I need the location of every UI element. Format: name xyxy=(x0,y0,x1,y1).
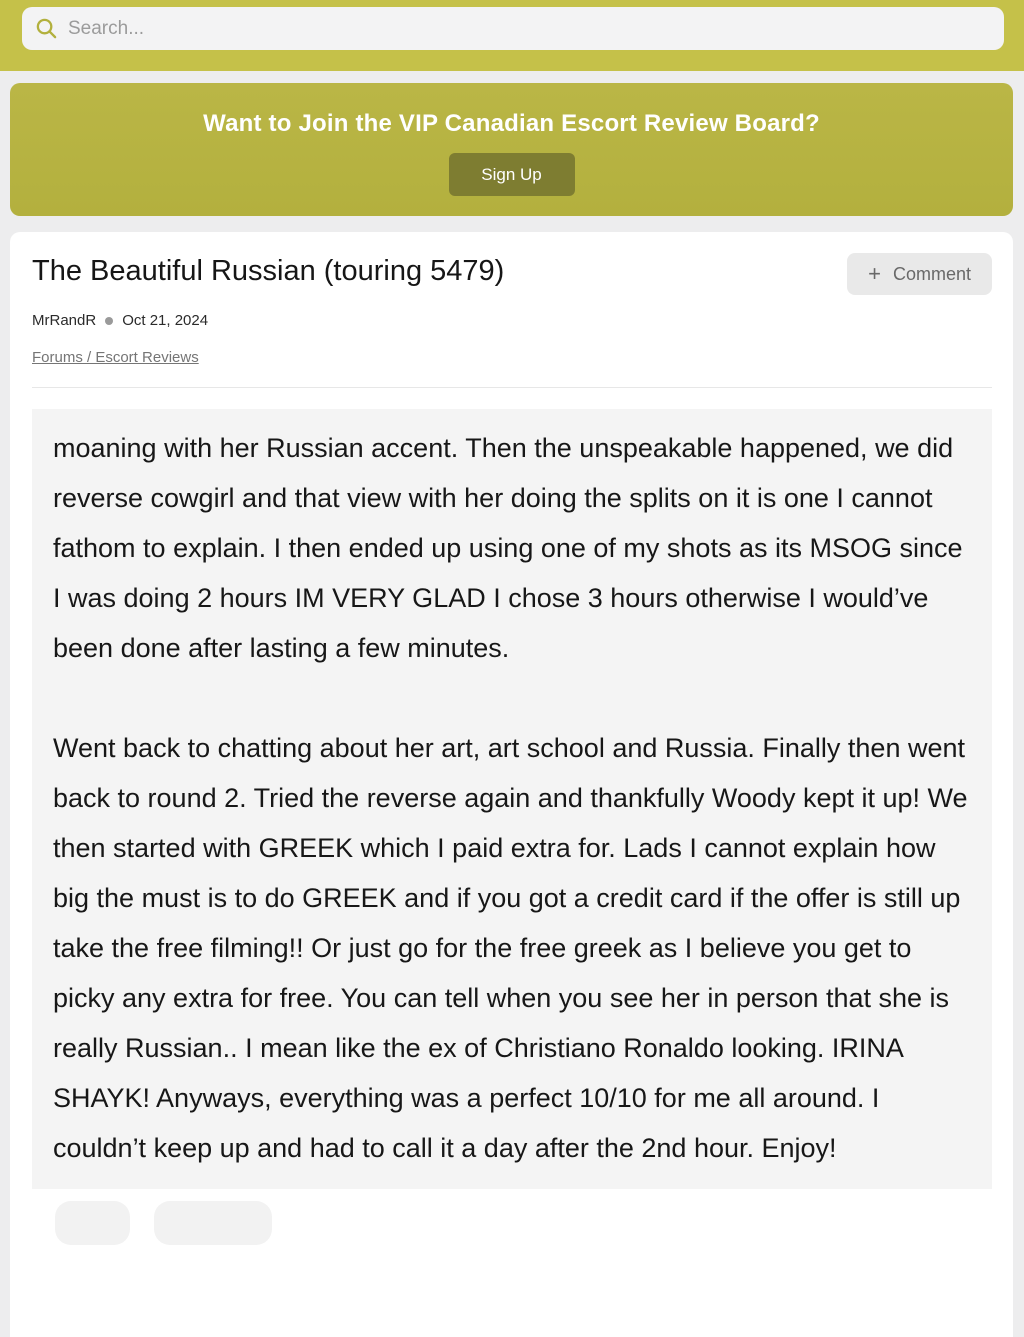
comment-button[interactable] xyxy=(847,253,992,295)
post-paragraph: moaning with her Russian accent. Then the unspeakable happened, we did reverse cowgirl and that view with her doing the splits on it is one I cannot fathom to explain. I then ended up using one of my shots as its MSOG since I was doing 2 hours IM VERY GLAD I chose 3 hours otherwise I would’ve been done after lasting a few minutes. xyxy=(53,433,963,663)
breadcrumb[interactable]: Forums / Escort Reviews xyxy=(32,349,199,366)
reaction-button-2[interactable] xyxy=(154,1201,272,1245)
plus-icon: + xyxy=(868,261,881,286)
search-input[interactable] xyxy=(22,7,1004,50)
bullet-dot-icon xyxy=(105,317,113,325)
post-date: Oct 21, 2024 xyxy=(122,312,209,329)
reaction-button-1[interactable] xyxy=(55,1201,130,1245)
banner-title: Want to Join the VIP Canadian Escort Review Board? xyxy=(203,110,820,137)
thread-header xyxy=(32,253,992,295)
divider xyxy=(32,387,992,388)
search-bar[interactable] xyxy=(22,7,1004,50)
comment-button-label: Comment xyxy=(892,263,971,284)
thread-meta xyxy=(32,312,992,329)
thread-title: The Beautiful Russian (touring 5479) xyxy=(32,255,505,287)
sign-up-button[interactable]: Sign Up xyxy=(449,153,575,196)
top-bar xyxy=(0,0,1024,71)
author-name[interactable]: MrRandR xyxy=(32,312,97,329)
thread-card xyxy=(10,232,1013,1337)
post-body xyxy=(32,409,992,1189)
post-paragraph: Went back to chatting about her art, art school and Russia. Finally then went back to round 2. Tried the reverse again and thankfully Woody kept it up! We then started with GREEK which I paid extra for. Lads I cannot explain how big the must is to do GREEK and if you got a credit card if the offer is still up take the free filming!! Or just go for the free greek as I believe you get to picky any extra for free. You can tell when you see her in person that she is really Russian.. I mean like the ex of Christiano Ronaldo looking. IRINA SHAYK! Anyways, everything was a perfect 10/10 for me all around. I couldn’t keep up and had to call it a day after the 2nd hour. Enjoy! xyxy=(53,733,968,1163)
vip-signup-banner xyxy=(10,83,1013,216)
post-actions xyxy=(55,1201,992,1245)
